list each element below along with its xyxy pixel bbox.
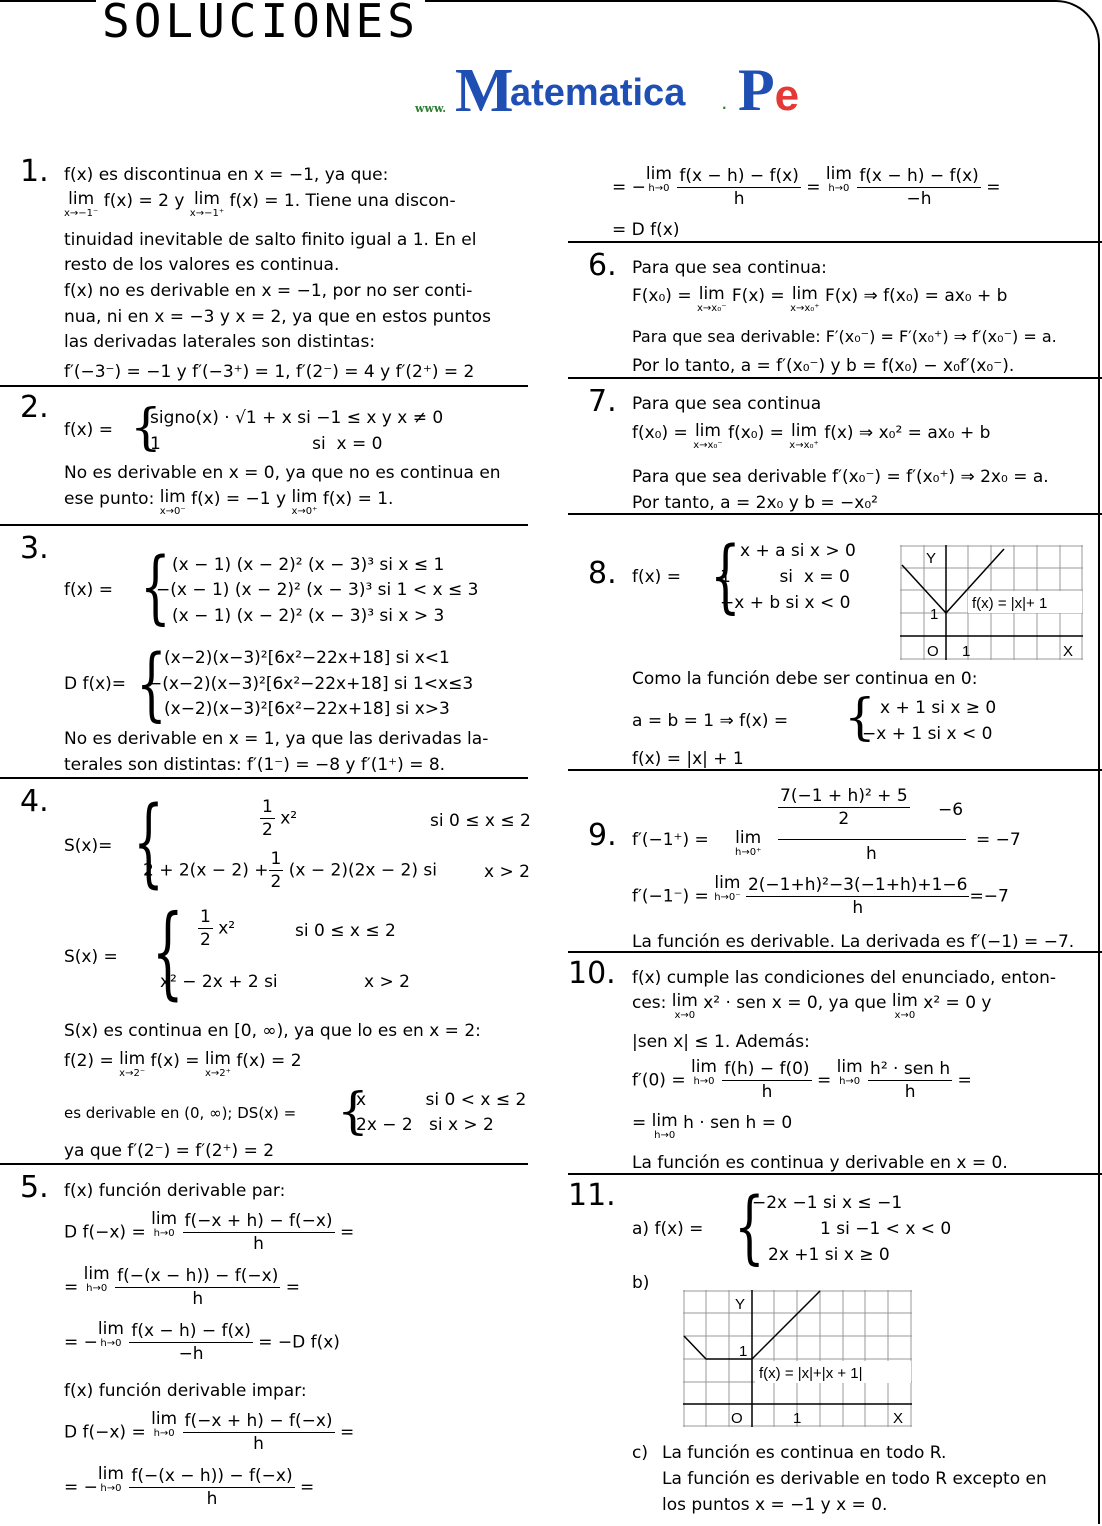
divider — [0, 777, 528, 779]
s7-line: f(x₀) = lim x→x₀⁻ f(x₀) = lim x→x₀⁺ f(x) ⇒ x₀² = ax₀ + b — [632, 421, 991, 451]
s9-lim: lim h→0⁺ — [735, 828, 762, 858]
s7-line: Para que sea derivable f′(x₀⁻) = f′(x₀⁺) ⇒ 2x₀ = a. — [632, 467, 1049, 487]
s3-line: terales son distintas: f′(1⁻) = −8 y f′(1⁺) = 8. — [64, 755, 446, 775]
s3-case: (x − 1) (x − 2)² (x − 3)³ si x ≤ 1 — [172, 555, 445, 575]
s4-case: $\frac{1}{2}$ x² — [262, 797, 298, 840]
s2-line: No es derivable en x = 0, ya que no es continua en — [64, 463, 501, 483]
s1-line: resto de los valores es continua. — [64, 255, 340, 275]
s2-line: ese punto: lim x→0⁻ f(x) = −1 y lim x→0⁺ f(x) = 1. — [64, 487, 394, 517]
tick-x-1: 1 — [793, 1410, 802, 1427]
brace: { — [130, 398, 162, 456]
section-5-number: 5. — [20, 1170, 49, 1205]
s11-label: c) — [632, 1443, 648, 1463]
s10-row: f′(0) = lim h→0 $\frac{f(h) - f(0)}{h}$ = lim h→0 $\frac{\text{h² · sen h}}{h}$ = — [632, 1057, 972, 1102]
origin-label: O — [731, 1410, 743, 1427]
s5-line: f(x) función derivable impar: — [64, 1381, 307, 1401]
s3-derivative-lhs: D f(x)= — [64, 674, 127, 694]
s1-line: nua, ni en x = −3 y x = 2, ya que en estos puntos — [64, 307, 491, 327]
s9-line: La función es derivable. La derivada es f′(−1) = −7. — [632, 932, 1075, 952]
s4-lhs: S(x) = — [64, 947, 118, 967]
s10-line: ces: lim x→0 x² · sen x = 0, ya que lim x→0 x² = 0 y — [632, 991, 992, 1021]
s2-case: 1 si x = 0 — [150, 434, 383, 454]
s3-derivative-case: (x−2)(x−3)²[6x²−22x+18] si x<1 — [164, 648, 450, 668]
section-7-number: 7. — [588, 384, 617, 419]
s10-row: = lim h→0 h · sen h = 0 — [632, 1111, 793, 1141]
s4-case-cond: x > 2 — [364, 972, 410, 992]
s8-lhs: f(x) = — [632, 567, 681, 587]
section-2-number: 2. — [20, 390, 49, 425]
s7-line: Por tanto, a = 2x₀ y b = −x₀² — [632, 493, 878, 513]
s1-line: tinuidad inevitable de salto finito igual a 1. En el — [64, 230, 477, 250]
brace: { — [136, 637, 167, 730]
s11-graph — [683, 1290, 913, 1428]
s9-row: f′(−1⁺) = — [632, 830, 709, 850]
divider — [0, 385, 528, 387]
section-8-number: 8. — [588, 556, 617, 591]
s3-derivative-case: −(x−2)(x−3)²[6x²−22x+18] si 1<x≤3 — [148, 674, 474, 694]
s1-line: f(x) es discontinua en x = −1, ya que: — [64, 165, 389, 185]
s11-case: −2x −1 si x ≤ −1 — [752, 1193, 903, 1213]
axis-y-label: Y — [926, 550, 937, 567]
s11-line: La función es derivable en todo R excepto en — [662, 1469, 1047, 1489]
divider — [0, 1163, 528, 1165]
section-1-number: 1. — [20, 154, 49, 189]
s5-row: D f(−x) = lim h→0 $\frac{f(-x + h) - f(-x)}{h}$ = — [64, 1209, 355, 1254]
s5-row: = lim h→0 $\frac{f(-(x - h)) - f(-x)}{h}$ = — [64, 1264, 300, 1309]
divider — [568, 377, 1102, 379]
s4-case: x² − 2x + 2 si — [160, 972, 278, 992]
s4-line: es derivable en (0, ∞); DS(x) = — [64, 1104, 297, 1122]
s6-line: Por lo tanto, a = f′(x₀⁻) y b = f(x₀) − x₀f′(x₀⁻). — [632, 356, 1015, 376]
divider — [0, 524, 528, 526]
s5-row: = − lim h→0 $\frac{f(x - h) - f(x)}{h}$ = lim h→0 $\frac{f(x - h) - f(x)}{-h}$ = — [612, 164, 1001, 209]
graph-label: f(x) = |x|+|x + 1| — [759, 1365, 863, 1382]
s3-line: No es derivable en x = 1, ya que las derivadas la- — [64, 729, 489, 749]
s1-line: f′(−3⁻) = −1 y f′(−3⁺) = 1, f′(2⁻) = 4 y f′(2⁺) = 2 — [64, 362, 475, 382]
s8-line: Como la función debe ser continua en 0: — [632, 669, 978, 689]
tick-y-1: 1 — [930, 606, 939, 623]
s9-row: f′(−1⁻) = lim h→0⁻ $\frac{\text{2(−1+h)²−3(−1+h)+1−6}}{h}$ =−7 — [632, 873, 1009, 918]
s3-derivative-case: (x−2)(x−3)²[6x²−22x+18] si x>3 — [164, 699, 450, 719]
s3-case: (x − 1) (x − 2)² (x − 3)³ si x > 3 — [172, 606, 445, 626]
s9-num: $\frac{\text{7(−1 + h)² + 5}}{2}$ — [780, 786, 908, 829]
tick-y-1: 1 — [739, 1343, 748, 1360]
origin-label: O — [927, 643, 939, 660]
s1-line: las derivadas laterales son distintas: — [64, 332, 376, 352]
s4-line: ya que f′(2⁻) = f′(2⁺) = 2 — [64, 1141, 275, 1161]
s5-row: = − lim h→0 $\frac{f(-(x - h)) - f(-x)}{h}$ = — [64, 1464, 315, 1509]
s4-case: x si 0 < x ≤ 2 — [356, 1090, 527, 1110]
axis-y-label: Y — [735, 1296, 746, 1313]
section-11-number: 11. — [568, 1178, 616, 1213]
page-title: SOLUCIONES — [96, 0, 425, 48]
s11-label: a) f(x) = — [632, 1219, 704, 1239]
brace: { — [710, 529, 741, 622]
divider — [568, 241, 1102, 243]
brace: { — [337, 1082, 369, 1140]
s10-line: La función es continua y derivable en x = 0. — [632, 1153, 1008, 1173]
logo-m: M — [455, 57, 513, 125]
fraction-bar — [778, 839, 966, 840]
s11-label: b) — [632, 1273, 650, 1293]
s1-line: f(x) no es derivable en x = −1, por no ser conti- — [64, 281, 473, 301]
s8-case: x + a si x > 0 — [740, 541, 856, 561]
s4-case-cond: si 0 ≤ x ≤ 2 — [295, 921, 396, 941]
s9-num: −6 — [938, 800, 964, 820]
s8-graph — [900, 545, 1084, 661]
s6-line: F(x₀) = lim x→x₀⁻ F(x) = lim x→x₀⁺ F(x) ⇒ f(x₀) = ax₀ + b — [632, 284, 1008, 314]
s2-lhs: f(x) = — [64, 420, 113, 440]
brace: { — [133, 786, 164, 898]
s10-line: |sen x| ≤ 1. Además: — [632, 1032, 810, 1052]
s4-case: $\frac{1}{2}$ x² — [200, 907, 236, 950]
s11-case: 2x +1 si x ≥ 0 — [768, 1245, 890, 1265]
s4-case-cond: x > 2 — [484, 862, 530, 882]
s11-case: 1 si −1 < x < 0 — [820, 1219, 952, 1239]
s2-case: signo(x) · √1 + x si −1 ≤ x y x ≠ 0 — [150, 408, 444, 428]
section-9-number: 9. — [588, 818, 617, 853]
s8-case: −x + b si x < 0 — [720, 593, 851, 613]
s1-line: lim x→−1⁻ f(x) = 2 y lim x→−1⁺ f(x) = 1. Tiene una discon- — [64, 189, 456, 219]
s4-case-cond: si 0 ≤ x ≤ 2 — [430, 811, 531, 831]
section-4-number: 4. — [20, 784, 49, 819]
brace: { — [151, 893, 184, 1010]
s3-case: −(x − 1) (x − 2)² (x − 3)³ si 1 < x ≤ 3 — [156, 580, 479, 600]
s4-case: 2x − 2 si x > 2 — [356, 1115, 494, 1135]
axis-x-label: X — [893, 1410, 904, 1427]
s10-line: f(x) cumple las condiciones del enunciado, enton- — [632, 968, 1057, 988]
s3-lhs: f(x) = — [64, 580, 113, 600]
s8-line: f(x) = |x| + 1 — [632, 749, 744, 769]
s5-line: f(x) función derivable par: — [64, 1181, 286, 1201]
s4-line: S(x) es continua en [0, ∞), ya que lo es en x = 2: — [64, 1021, 481, 1041]
brace: { — [734, 1180, 765, 1273]
s8-case: −x + 1 si x < 0 — [862, 724, 993, 744]
brace: { — [844, 688, 876, 746]
s9-den: h — [866, 844, 877, 864]
s5-row: = D f(x) — [612, 220, 680, 240]
s6-line: Para que sea derivable: F′(x₀⁻) = F′(x₀⁺) ⇒ f′(x₀⁻) = a. — [632, 327, 1057, 346]
s8-line: a = b = 1 ⇒ f(x) = — [632, 711, 789, 731]
s9-result: = −7 — [976, 830, 1021, 850]
s4-lhs: S(x)= — [64, 836, 113, 856]
s4-case: 2 + 2(x − 2) + $\frac{1}{2}$ (x − 2)(2x − 2) si — [143, 849, 437, 892]
logo-www: www. — [415, 102, 447, 115]
logo-pe: Pe — [738, 57, 800, 123]
logo-dot: . — [722, 98, 727, 112]
s11-line: los puntos x = −1 y x = 0. — [662, 1495, 888, 1515]
logo-atematica: atematica — [510, 72, 686, 114]
s5-row: D f(−x) = lim h→0 $\frac{f(-x + h) - f(-x)}{h}$ = — [64, 1409, 355, 1454]
axis-x-label: X — [1063, 643, 1074, 660]
s8-case: 1 si x = 0 — [720, 567, 850, 587]
tick-x-1: 1 — [962, 643, 971, 660]
brace: { — [140, 540, 171, 633]
section-6-number: 6. — [588, 248, 617, 283]
s4-line: f(2) = lim x→2⁻ f(x) = lim x→2⁺ f(x) = 2 — [64, 1049, 302, 1079]
s11-line: La función es continua en todo R. — [662, 1443, 947, 1463]
s6-line: Para que sea continua: — [632, 258, 827, 278]
section-10-number: 10. — [568, 956, 616, 991]
section-3-number: 3. — [20, 531, 49, 566]
s5-row: = − lim h→0 $\frac{f(x - h) - f(x)}{-h}$ = −D f(x) — [64, 1319, 340, 1364]
s7-line: Para que sea continua — [632, 394, 822, 414]
graph-label: f(x) = |x|+ 1 — [972, 595, 1048, 612]
s8-case: x + 1 si x ≥ 0 — [880, 698, 997, 718]
